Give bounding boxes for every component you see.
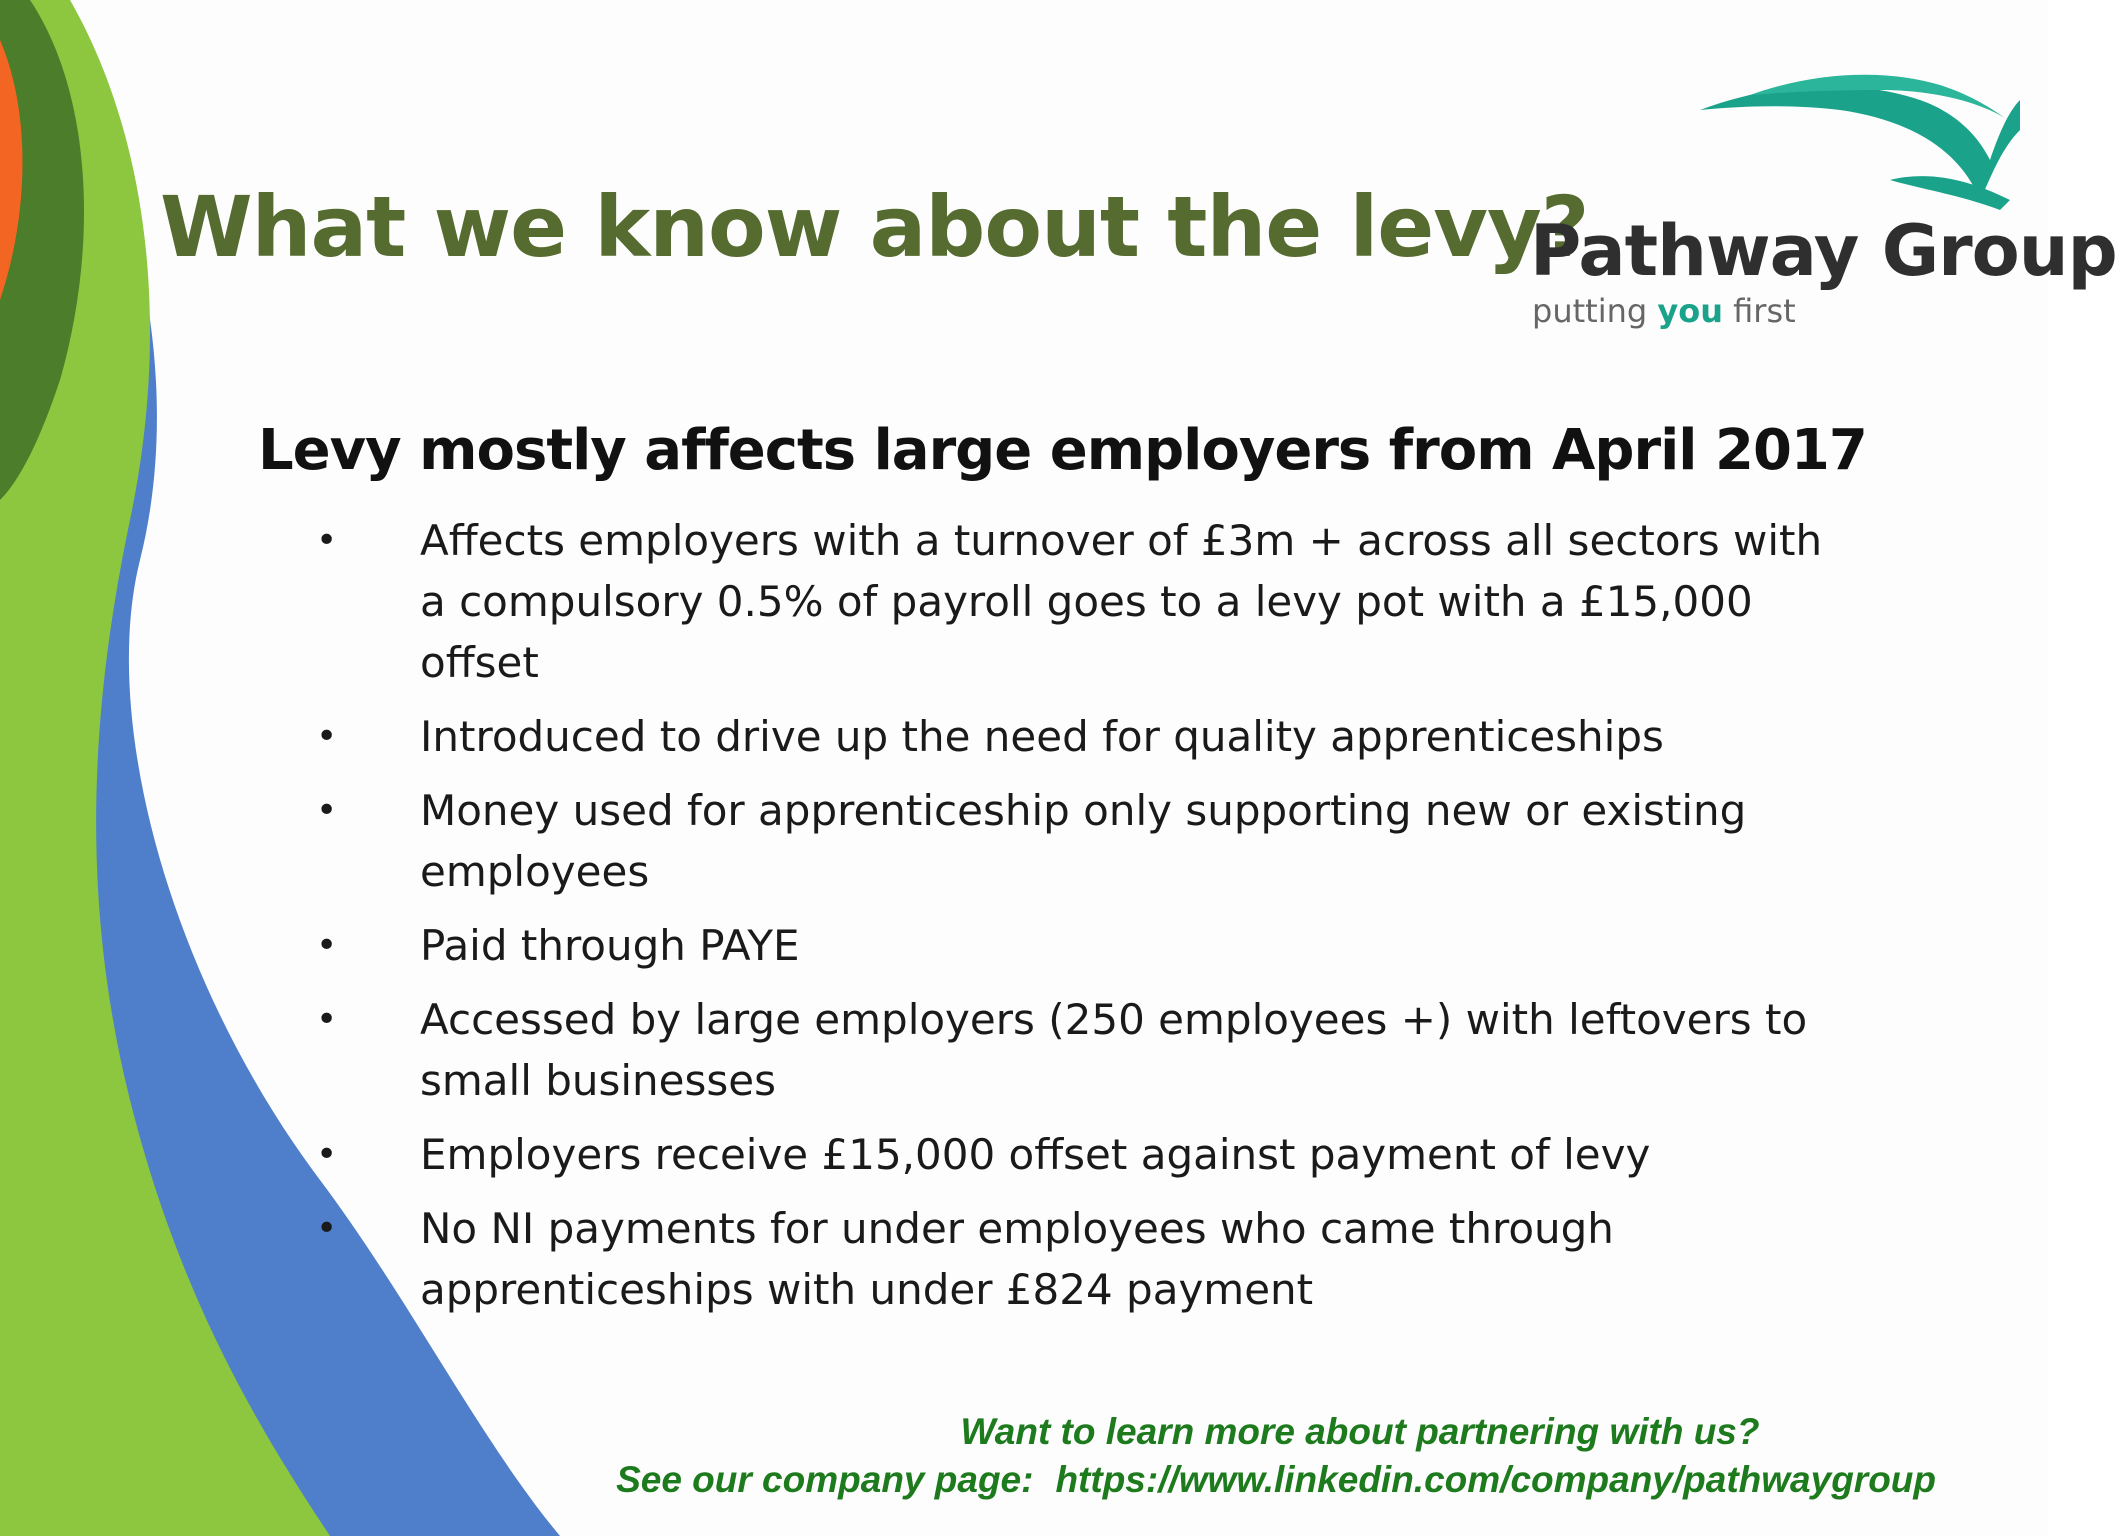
footer-cta [580,1408,1980,1504]
bullet-text: Paid through PAYE [420,921,800,970]
footer-link-label: See our company page: [616,1459,1034,1500]
bullet-list [300,510,1840,1333]
bullet-text: Affects employers with a turnover of £3m + across all sectors with a compulsory 0.5% of payroll goes to a levy pot with a £15,000 offset [420,516,1823,687]
footer-cta-line: Want to learn more about partnering with us? [960,1411,1760,1452]
bullet-text: Accessed by large employers (250 employees +) with leftovers to small businesses [420,995,1808,1105]
list-item [300,780,1840,902]
bullet-text: No NI payments for under employees who came through apprenticeships with under £824 payment [420,1204,1614,1314]
logo-tagline [1532,292,1796,330]
list-item [300,915,1840,976]
bullet-marker: • [316,925,338,966]
pathway-group-logo [1520,70,2117,340]
list-item [300,989,1840,1111]
tagline-highlight: you [1657,292,1723,330]
list-item [300,1124,1840,1185]
list-item [300,706,1840,767]
logo-wordmark: Pathway Group [1530,210,2117,292]
bullet-marker: • [316,790,338,831]
bullet-marker: • [316,999,338,1040]
bullet-marker: • [316,716,338,757]
logo-swoosh-icon [1690,70,2020,220]
footer-link-line [580,1456,1980,1504]
bullet-text: Introduced to drive up the need for quality apprenticeships [420,712,1664,761]
linkedin-link[interactable]: https://www.linkedin.com/company/pathwaygroup [1055,1459,1936,1500]
bullet-marker: • [316,1134,338,1175]
slide-title: What we know about the levy? [160,178,1589,276]
list-item [300,510,1840,693]
bullet-text: Employers receive £15,000 offset against payment of levy [420,1130,1651,1179]
tagline-word: first [1733,292,1796,330]
slide-subtitle: Levy mostly affects large employers from April 2017 [258,418,1867,483]
bullet-marker: • [316,1208,338,1249]
bullet-marker: • [316,520,338,561]
list-item [300,1198,1840,1320]
bullet-text: Money used for apprenticeship only supporting new or existing employees [420,786,1747,896]
tagline-word: putting [1532,292,1648,330]
